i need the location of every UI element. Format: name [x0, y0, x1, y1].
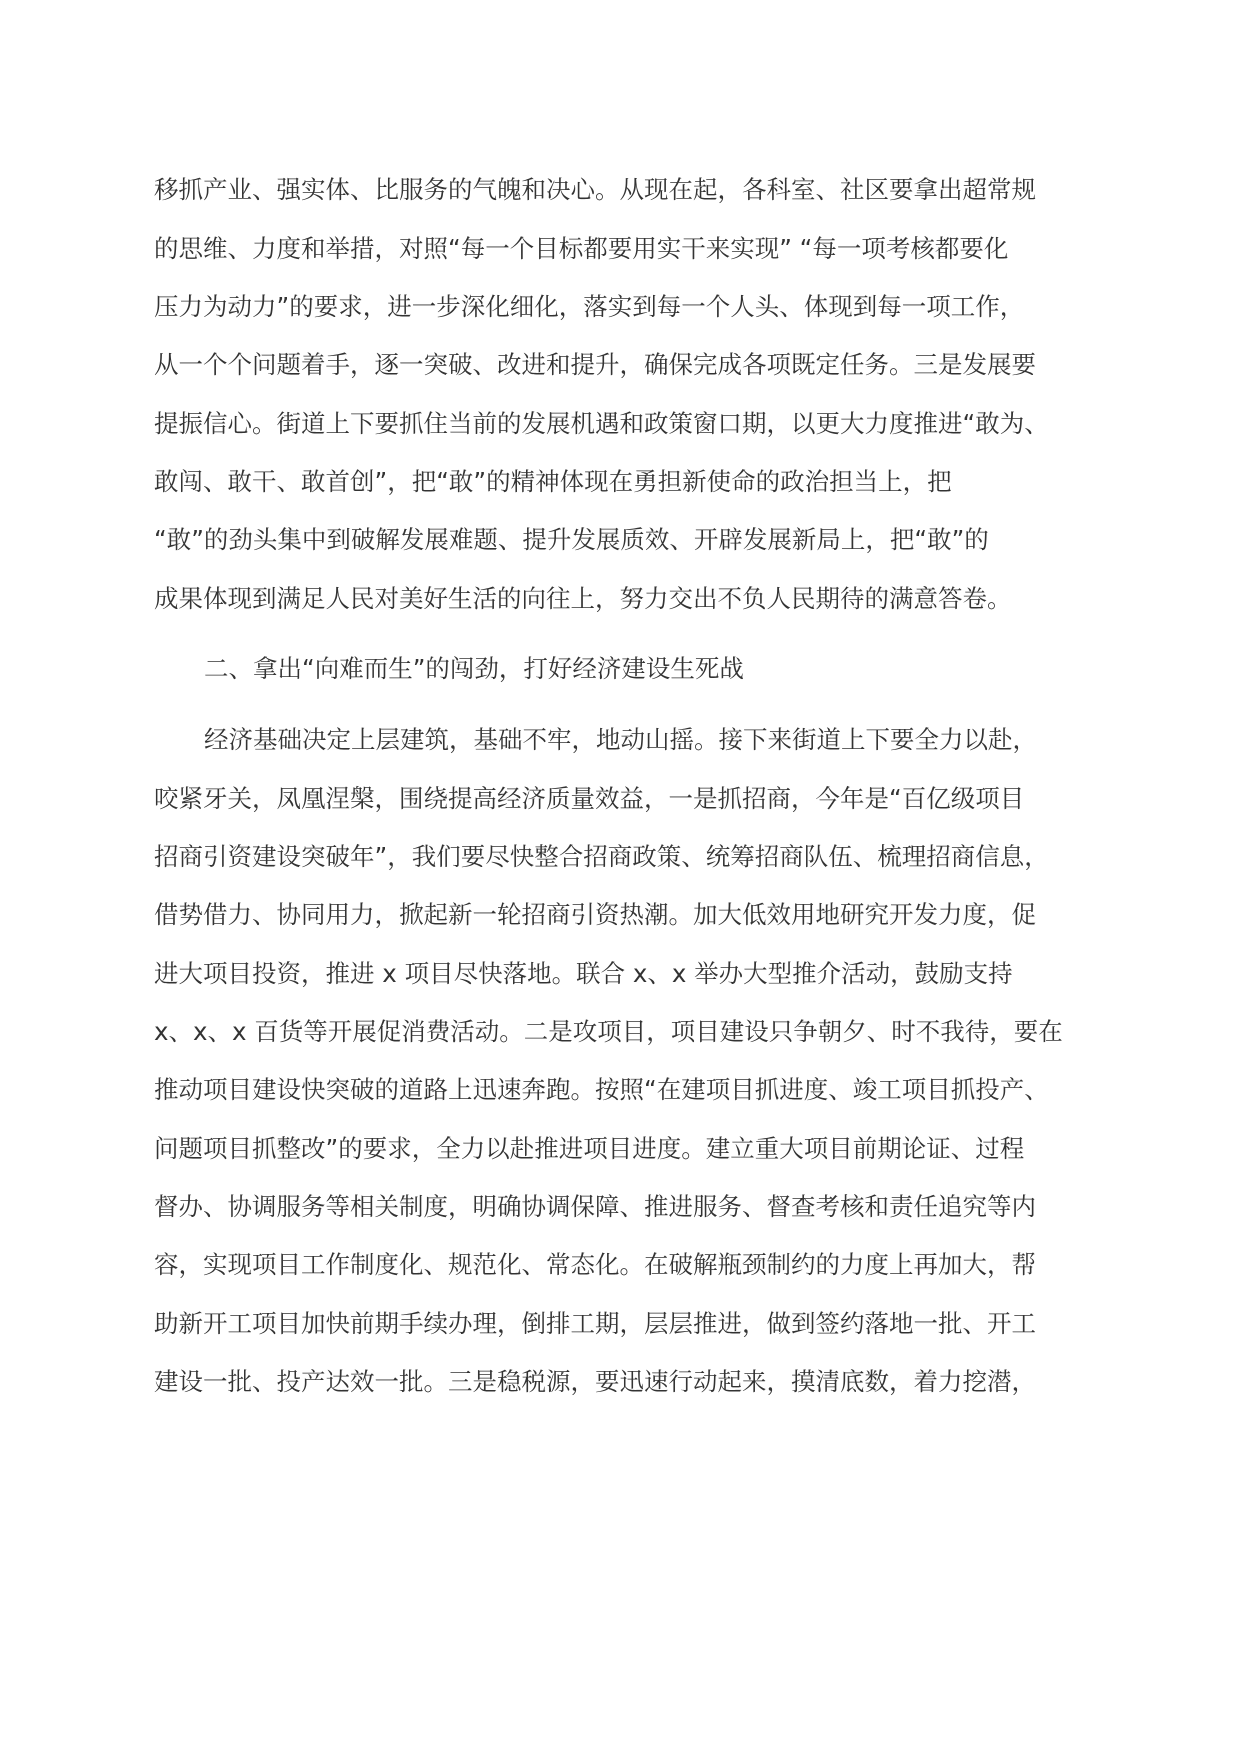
paragraph-line: 的思维、力度和举措，对照“每一个目标都要用实干来实现” “每一项考核都要化: [154, 234, 1009, 263]
paragraph-line: 建设一批、投产达效一批。三是稳税源，要迅速行动起来，摸清底数，着力挖潜，: [154, 1367, 1036, 1396]
paragraph-line: 进大项目投资，推进 x 项目尽快落地。联合 x、x 举办大型推介活动，鼓励支持: [154, 959, 1013, 988]
paragraph-line: 经济基础决定上层建筑，基础不牢，地动山摇。接下来街道上下要全力以赴，: [204, 725, 1037, 754]
paragraph-line: 助新开工项目加快前期手续办理，倒排工期，层层推进，做到签约落地一批、开工: [154, 1309, 1036, 1338]
paragraph-line: 推动项目建设快突破的道路上迅速奔跑。按照“在建项目抓进度、竣工项目抓投产、: [154, 1075, 1049, 1104]
paragraph-line: 督办、协调服务等相关制度，明确协调保障、推进服务、督查考核和责任追究等内: [154, 1192, 1036, 1221]
paragraph-line: 提振信心。街道上下要抓住当前的发展机遇和政策窗口期，以更大力度推进“敢为、: [154, 409, 1049, 438]
paragraph-line: 招商引资建设突破年”，我们要尽快整合招商政策、统筹招商队伍、梳理招商信息，: [154, 842, 1049, 871]
paragraph-line: 移抓产业、强实体、比服务的气魄和决心。从现在起，各科室、社区要拿出超常规: [154, 175, 1036, 204]
paragraph-line: 敢闯、敢干、敢首创”，把“敢”的精神体现在勇担新使命的政治担当上，把: [154, 467, 952, 496]
paragraph-line: “敢”的劲头集中到破解发展难题、提升发展质效、开辟发展新局上，把“敢”的: [154, 525, 989, 554]
paragraph-line: 压力为动力”的要求，进一步深化细化，落实到每一个人头、体现到每一项工作，: [154, 292, 1025, 321]
paragraph-line: 从一个个问题着手，逐一突破、改进和提升，确保完成各项既定任务。三是发展要: [154, 350, 1036, 379]
paragraph-line: 咬紧牙关，凤凰涅槃，围绕提高经济质量效益，一是抓招商，今年是“百亿级项目: [154, 784, 1025, 813]
paragraph-line: 问题项目抓整改”的要求，全力以赴推进项目进度。建立重大项目前期论证、过程: [154, 1134, 1025, 1163]
paragraph-line: x、x、x 百货等开展促消费活动。二是攻项目，项目建设只争朝夕、时不我待，要在: [154, 1017, 1063, 1046]
paragraph-line: 借势借力、协同用力，掀起新一轮招商引资热潮。加大低效用地研究开发力度，促: [154, 900, 1036, 929]
paragraph-line: 容，实现项目工作制度化、规范化、常态化。在破解瓶颈制约的力度上再加大，帮: [154, 1250, 1036, 1279]
section-heading: 二、拿出“向难而生”的闯劲，打好经济建设生死战: [204, 654, 744, 683]
paragraph-line: 成果体现到满足人民对美好生活的向往上，努力交出不负人民期待的满意答卷。: [154, 584, 1012, 613]
